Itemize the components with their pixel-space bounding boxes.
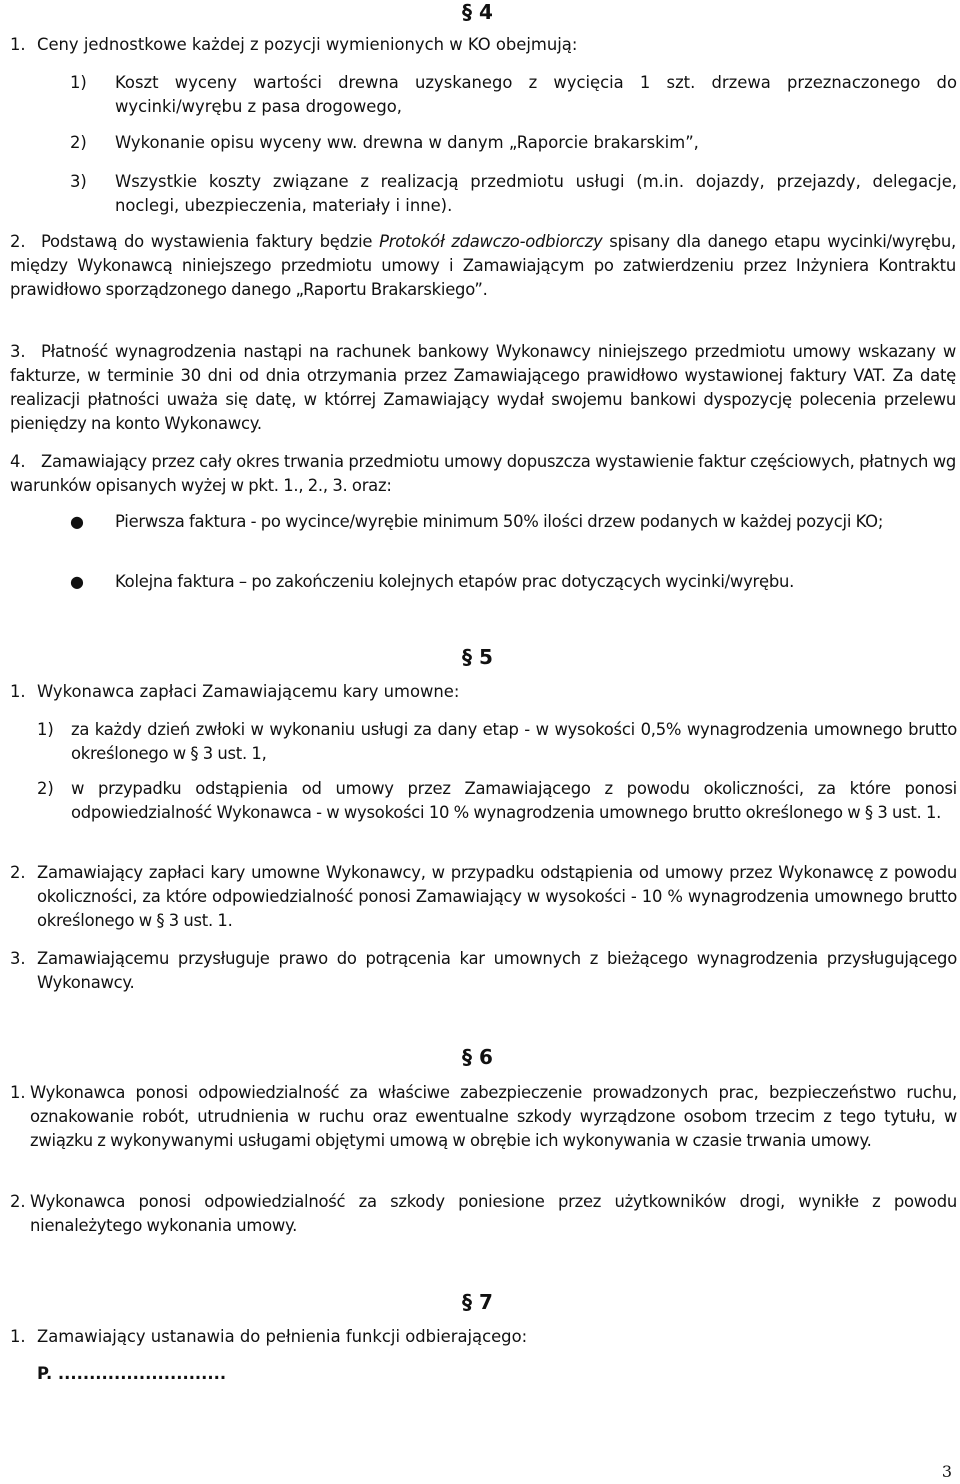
bullet-item-text: Kolejna faktura – po zakończeniu kolejnych etapów prac dotyczących wycinki/wyrębu. xyxy=(115,572,795,591)
paragraph-text: Zamawiający zapłaci kary umowne Wykonawcy, w przypadku odstąpienia od umowy przez Wykonawcę z powodu okoliczności, za które odpowiedzialność ponosi Zamawiający w wysokości - 10 % wynagrodzenia umownego brutto określonego w § 3 ust. 1. xyxy=(37,863,957,930)
paragraph-number: 1. xyxy=(10,1327,26,1346)
paragraph-number: 1. xyxy=(10,35,26,54)
bullet-icon: ● xyxy=(70,572,84,591)
list-item-text: za każdy dzień zwłoki w wykonaniu usługi za dany etap - w wysokości 0,5% wynagrodzenia umownego brutto określonego w § 3 ust. 1, xyxy=(71,720,957,763)
list-item-text: w przypadku odstąpienia od umowy przez Zamawiającego z powodu okoliczności, za które ponosi odpowiedzialność Wykonawca - w wysokości 10 % wynagrodzenia umownego brutto określonego w § 3 ust. 1. xyxy=(71,779,957,822)
list-item-text: Wykonanie opisu wyceny ww. drewna w danym „Raporcie brakarskim”, xyxy=(115,133,699,152)
paragraph-text: Zamawiający przez cały okres trwania przedmiotu umowy dopuszcza wystawienie faktur częściowych, płatnych wg warunków opisanych wyżej w pkt. 1., 2., 3. oraz: xyxy=(10,452,956,495)
paragraph-text: Wykonawca zapłaci Zamawiającemu kary umowne: xyxy=(37,682,460,701)
paragraph-number: 1. xyxy=(10,1083,26,1102)
page-number: 3 xyxy=(941,1462,952,1481)
section-heading-5: § 5 xyxy=(462,645,493,669)
paragraph-number: 3. xyxy=(10,949,26,968)
signature-line: P. ........................... xyxy=(37,1364,227,1383)
bullet-item-text: Pierwsza faktura - po wycince/wyrębie minimum 50% ilości drzew podanych w każdej pozycji KO; xyxy=(115,512,884,531)
paragraph-number: 1. xyxy=(10,682,26,701)
list-item-text: Koszt wyceny wartości drewna uzyskanego z wycięcia 1 szt. drzewa przeznaczonego do wycinki/wyrębu z pasa drogowego, xyxy=(115,73,957,116)
list-item-number: 2) xyxy=(37,779,54,798)
section-heading-6: § 6 xyxy=(462,1045,493,1069)
paragraph-number: 2. xyxy=(10,863,26,882)
list-item-number: 2) xyxy=(70,133,87,152)
list-item-number: 1) xyxy=(37,720,54,739)
section-heading-4: § 4 xyxy=(462,0,493,24)
paragraph-text: Ceny jednostkowe każdej z pozycji wymienionych w KO obejmują: xyxy=(37,35,578,54)
paragraph-number: 4. xyxy=(10,452,26,471)
paragraph-text xyxy=(10,230,956,302)
text-run: Podstawą do wystawienia faktury będzie xyxy=(41,232,380,251)
paragraph-text: Płatność wynagrodzenia nastąpi na rachunek bankowy Wykonawcy niniejszego przedmiotu umowy wskazany w fakturze, w terminie 30 dni od dnia otrzymania przez Zamawiającego prawidłowo wystawionej faktury VAT. Za datę realizacji płatności uważa się datę, w którrej Zamawiający wydał swojemu bankowi dyspozycję polecenia przelewu pieniędzy na konto Wykonawcy. xyxy=(10,342,956,433)
document-title-italic: Protokół zdawczo-odbiorczy xyxy=(379,232,603,251)
paragraph-text: Wykonawca ponosi odpowiedzialność za właściwe zabezpieczenie prowadzonych prac, bezpieczeństwo ruchu, oznakowanie robót, utrudnienia w ruchu oraz ewentualne szkody wyrządzone osobom trzecim z tego tytułu, w związku z wykonywanymi usługami objętymi umową w obrębie ich wykonywania w czasie trwania umowy. xyxy=(30,1083,957,1150)
section-heading-7: § 7 xyxy=(462,1290,493,1314)
paragraph-number: 3. xyxy=(10,342,26,361)
bullet-icon: ● xyxy=(70,512,84,531)
list-item-number: 1) xyxy=(70,73,87,92)
list-item-text: Wszystkie koszty związane z realizacją przedmiotu usługi (m.in. dojazdy, przejazdy, delegacje, noclegi, ubezpieczenia, materiały i inne). xyxy=(115,172,957,215)
list-item-number: 3) xyxy=(70,172,87,191)
paragraph-text: Zamawiający ustanawia do pełnienia funkcji odbierającego: xyxy=(37,1327,528,1346)
paragraph-number: 2. xyxy=(10,232,26,251)
paragraph-text: Wykonawca ponosi odpowiedzialność za szkody poniesione przez użytkowników drogi, wynikłe z powodu nienależytego wykonania umowy. xyxy=(30,1192,957,1235)
text-run: spisany dla danego etapu wycinki/wyrębu, między Wykonawcą niniejszego przedmiotu umowy i Zamawiającym po zatwierdzeniu przez Inżyniera Kontraktu prawidłowo sporządzonego danego „Raportu Brakarskiego”. xyxy=(10,232,957,299)
paragraph-number: 2. xyxy=(10,1192,26,1211)
paragraph-text: Zamawiającemu przysługuje prawo do potrącenia kar umownych z bieżącego wynagrodzenia przysługującego Wykonawcy. xyxy=(37,949,957,992)
